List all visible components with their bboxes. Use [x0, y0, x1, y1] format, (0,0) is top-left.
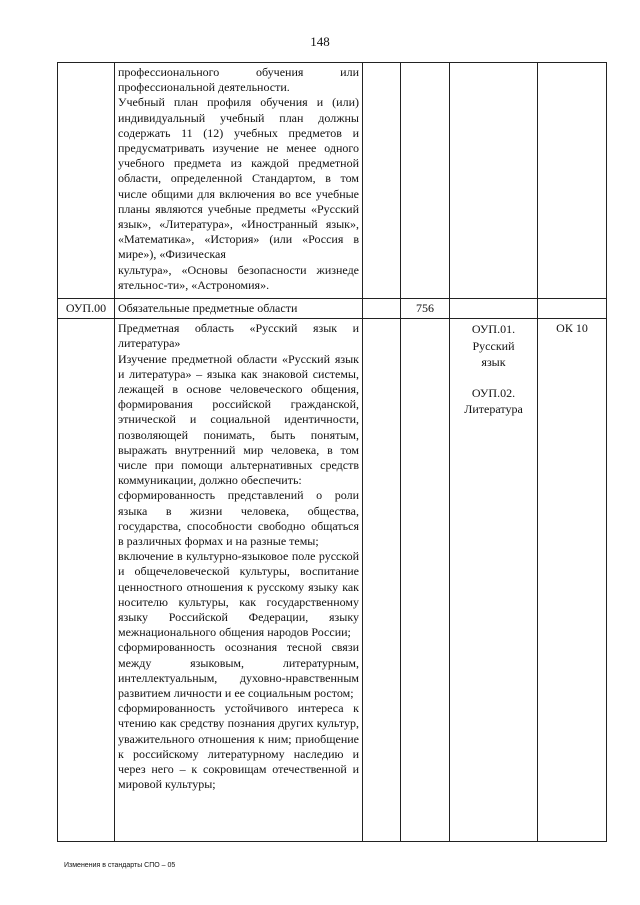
- table-row: [58, 299, 607, 319]
- competence-cell: [538, 299, 607, 319]
- subjects-cell: [450, 63, 538, 299]
- table-row: [58, 319, 607, 842]
- section-hours: 756: [401, 299, 450, 319]
- curriculum-table: [57, 62, 607, 842]
- section-title: Обязательные предметные области: [115, 299, 363, 319]
- empty-cell: [363, 319, 401, 842]
- empty-cell: [363, 63, 401, 299]
- page-number: 148: [310, 34, 330, 49]
- paragraph: сформированность осознания тесной связи между языковым, литературным, интеллектуальным, духовно-нравственным развитием личности и ее социальным ростом;: [118, 640, 359, 701]
- hours-cell: [401, 319, 450, 842]
- subjects-cell: [450, 319, 538, 842]
- subject-code: ОУП.01.: [471, 322, 516, 337]
- paragraph: Предметная область «Русский язык и литература»: [118, 321, 359, 351]
- subject-name: язык: [481, 355, 506, 370]
- table-row: [58, 63, 607, 299]
- content-cell: [115, 63, 363, 299]
- paragraph: культура», «Основы безопасности жизнеде ятельнос-ти», «Астрономия».: [118, 262, 359, 292]
- subject-code: ОУП.02.: [471, 385, 516, 400]
- competence-cell: [538, 63, 607, 299]
- paragraph: профессионального обучения или профессиональной деятельности.: [118, 65, 359, 95]
- section-code: ОУП.00: [58, 299, 115, 319]
- footer-note: Изменения в стандарты СПО – 05: [64, 862, 176, 869]
- paragraph: включение в культурно-языковое поле русской и общечеловеческой культуры, воспитание ценностного отношения к русскому языку как носителю культуры, как государственному языку Российской Федерации, языку межнационального общения народов России;: [118, 549, 359, 640]
- subjects-cell: [450, 299, 538, 319]
- hours-cell: [401, 63, 450, 299]
- content-cell: [115, 319, 363, 842]
- code-cell: [58, 63, 115, 299]
- code-cell: [58, 319, 115, 842]
- paragraph: сформированность представлений о роли языка в жизни человека, общества, государства, способности свободно общаться в различных формах и на разные темы;: [118, 488, 359, 549]
- paragraph: сформированность устойчивого интереса к чтению как средству познания других культур, уважительного отношения к ним; приобщение к российскому литературному наследию и через него – к сокровищам отечественной и мировой культуры;: [118, 701, 359, 792]
- paragraph: Учебный план профиля обучения и (или) индивидуальный учебный план должны содержать 11 (12) учебных предметов и предусматривать изучение не менее одного учебного предмета из каждой предметной области, определенной Стандартом, в том числе общими для включения во все учебные планы являются учебные предметы «Русский язык», «Литература», «Иностранный язык», «Математика», «История» (или «Россия в мире»), «Физическая: [118, 95, 359, 262]
- empty-cell: [363, 299, 401, 319]
- paragraph: Изучение предметной области «Русский язык и литература» – языка как знаковой системы, лежащей в основе человеческого общения, формирования российской гражданской, этнической и социальной идентичности, позволяющей понимать, быть понятым, выражать внутренний мир человека, в том числе при помощи альтернативных средств коммуникации, должно обеспечить:: [118, 351, 359, 488]
- subject-name: Русский: [472, 338, 515, 353]
- subject-name: Литература: [464, 402, 523, 417]
- competence-code: ОК 10: [538, 319, 607, 842]
